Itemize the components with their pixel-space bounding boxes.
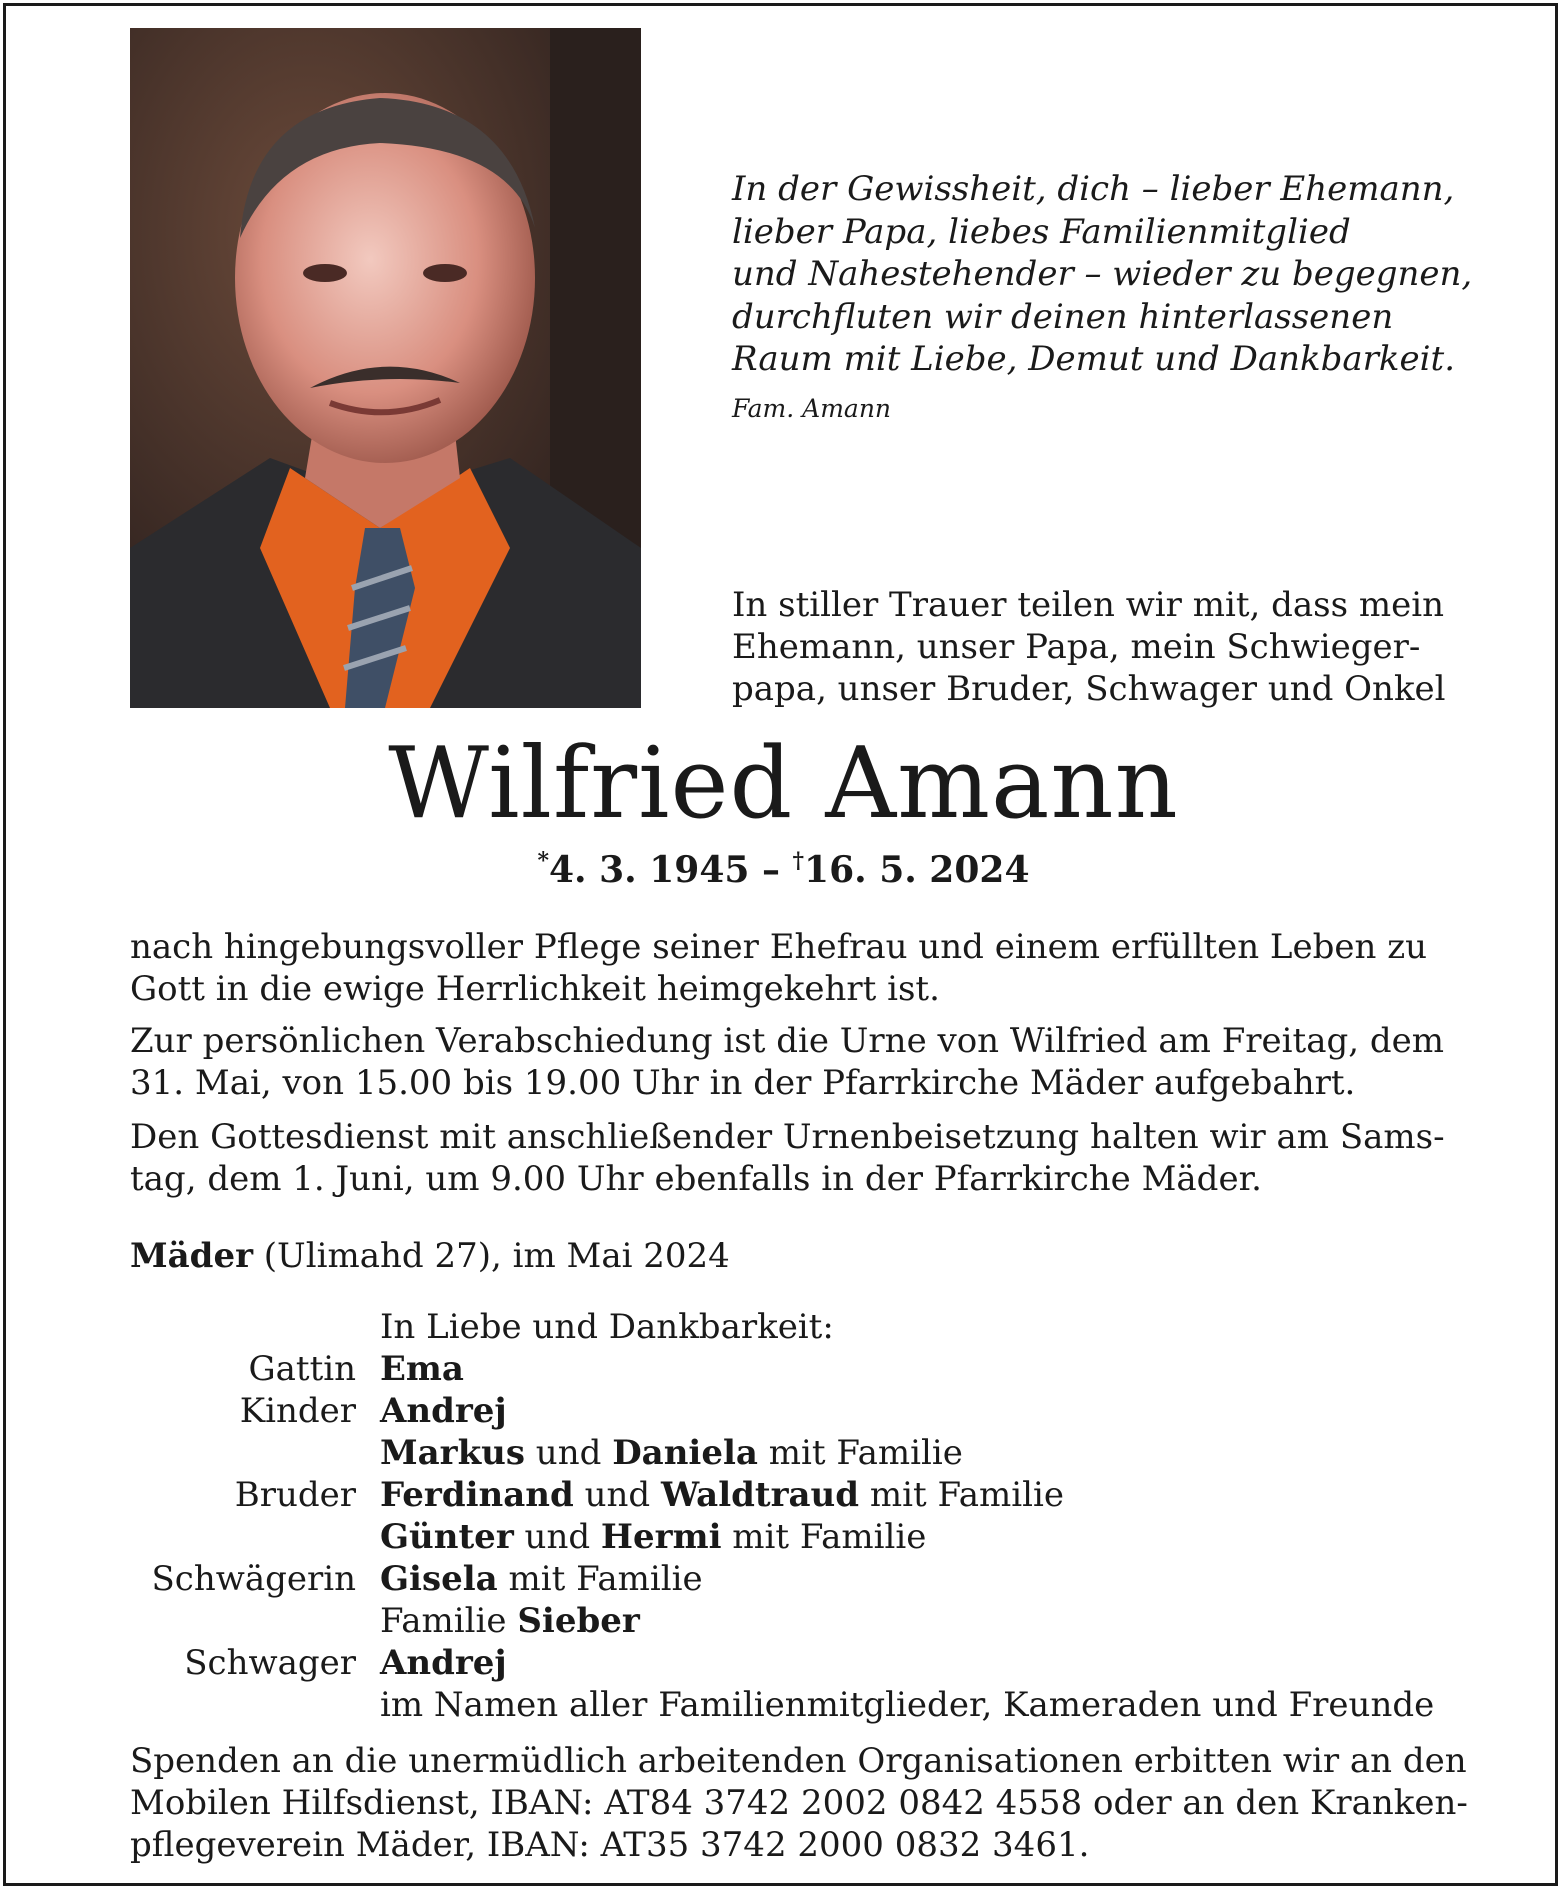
intro-line: papa, unser Bruder, Schwager und Onkel: [732, 669, 1446, 709]
family-row: [130, 1348, 1460, 1390]
family-row: [130, 1558, 1460, 1600]
family-connector-text: mit Familie: [757, 1433, 963, 1473]
family-member-name: Andrej: [380, 1643, 507, 1683]
deceased-name: Wilfried Amann: [388, 727, 1179, 841]
donations-note: [130, 1740, 1468, 1866]
family-names: [380, 1390, 507, 1432]
family-role: Bruder: [234, 1475, 356, 1515]
family-connector-text: mit Familie: [497, 1559, 703, 1599]
place-rest: (Ulimahd 27), im Mai 2024: [252, 1236, 730, 1276]
family-role: Schwägerin: [151, 1559, 356, 1599]
family-names: [380, 1516, 926, 1558]
family-role: [130, 1684, 380, 1726]
paragraph-passing: [130, 926, 1450, 1010]
family-row: [130, 1600, 1460, 1642]
family-role: Gattin: [248, 1349, 356, 1389]
family-row: [130, 1432, 1460, 1474]
memorial-quote: [732, 168, 1472, 381]
paragraph-line: tag, dem 1. Juni, um 9.00 Uhr ebenfalls in der Pfarrkirche Mäder.: [130, 1159, 1262, 1199]
family-heading-row: [130, 1306, 1460, 1348]
family-names: [380, 1348, 464, 1390]
family-connector-text: und: [525, 1433, 613, 1473]
family-member-name: Andrej: [380, 1391, 507, 1431]
family-member-name: Daniela: [612, 1433, 758, 1473]
paragraph-line: Gott in die ewige Herrlichkeit heimgekehrt ist.: [130, 969, 940, 1009]
place-date: [130, 1236, 730, 1276]
family-row: [130, 1642, 1460, 1684]
intro-text: [732, 584, 1452, 710]
portrait-illustration: [130, 28, 641, 708]
family-names: [380, 1474, 1064, 1516]
paragraph-line: Zur persönlichen Verabschiedung ist die Urne von Wilfried am Freitag, dem: [130, 1021, 1444, 1061]
family-connector-text: mit Familie: [721, 1517, 927, 1557]
family-role: Kinder: [239, 1391, 356, 1431]
family-role: [130, 1600, 380, 1642]
quote-line: In der Gewissheit, dich – lieber Ehemann,: [732, 169, 1455, 209]
quote-line: Raum mit Liebe, Demut und Dankbarkeit.: [732, 339, 1455, 379]
date-dash: –: [761, 849, 780, 891]
family-role: Schwager: [184, 1643, 356, 1683]
family-row: [130, 1516, 1460, 1558]
quote-line: und Nahestehender – wieder zu begegnen,: [732, 254, 1473, 294]
death-symbol: †: [792, 848, 805, 874]
family-row: [130, 1684, 1460, 1726]
family-list: [130, 1306, 1460, 1726]
paragraph-line: nach hingebungsvoller Pflege seiner Ehefrau und einem erfüllten Leben zu: [130, 927, 1428, 967]
family-role: [130, 1516, 380, 1558]
quote-signature: Fam. Amann: [732, 394, 892, 423]
family-member-name: Hermi: [600, 1517, 722, 1557]
family-names: [380, 1684, 1434, 1726]
death-date: 16. 5. 2024: [804, 849, 1030, 891]
family-names: [380, 1558, 703, 1600]
family-member-name: Gisela: [380, 1559, 498, 1599]
family-connector-text: im Namen aller Familienmitglieder, Kameraden und Freunde: [380, 1685, 1435, 1725]
family-role: [130, 1432, 380, 1474]
family-member-name: Sieber: [517, 1601, 640, 1641]
quote-line: lieber Papa, liebes Familienmitglied: [732, 211, 1351, 252]
family-member-name: Waldtraud: [660, 1475, 860, 1515]
donations-line: Spenden an die unermüdlich arbeitenden Organisationen erbitten wir an den: [130, 1741, 1467, 1781]
quote-line: durchfluten wir deinen hinterlassenen: [732, 296, 1394, 337]
family-row: [130, 1390, 1460, 1432]
family-heading: In Liebe und Dankbarkeit:: [380, 1307, 834, 1347]
birth-date: 4. 3. 1945: [548, 849, 750, 891]
family-names: [380, 1600, 640, 1642]
paragraph-farewell: [130, 1020, 1450, 1104]
family-names: [380, 1432, 963, 1474]
donations-line: pflegeverein Mäder, IBAN: AT35 3742 2000 0832 3461.: [130, 1825, 1090, 1865]
family-connector-text: mit Familie: [859, 1475, 1064, 1515]
family-connector-text: und: [513, 1517, 601, 1557]
family-connector-text: und: [573, 1475, 661, 1515]
family-rows: [130, 1348, 1460, 1726]
family-member-name: Ema: [380, 1349, 464, 1389]
portrait-photo: [130, 28, 641, 708]
family-row: [130, 1474, 1460, 1516]
birth-symbol: *: [537, 848, 549, 874]
family-connector-text: Familie: [380, 1601, 518, 1641]
donations-line: Mobilen Hilfsdienst, IBAN: AT84 3742 2002 0842 4558 oder an den Kranken-: [130, 1783, 1468, 1823]
life-dates: [0, 848, 1567, 891]
paragraph-line: 31. Mai, von 15.00 bis 19.00 Uhr in der Pfarrkirche Mäder aufgebahrt.: [130, 1063, 1356, 1103]
paragraph-line: Den Gottesdienst mit anschließender Urnenbeisetzung halten wir am Sams-: [130, 1117, 1445, 1157]
paragraph-service: [130, 1116, 1450, 1200]
family-names: [380, 1642, 507, 1684]
family-member-name: Günter: [380, 1517, 514, 1557]
place-town: Mäder: [130, 1236, 253, 1276]
intro-line: In stiller Trauer teilen wir mit, dass mein: [732, 585, 1444, 625]
intro-line: Ehemann, unser Papa, mein Schwieger-: [732, 627, 1421, 667]
family-member-name: Ferdinand: [380, 1475, 574, 1515]
family-member-name: Markus: [380, 1433, 525, 1473]
